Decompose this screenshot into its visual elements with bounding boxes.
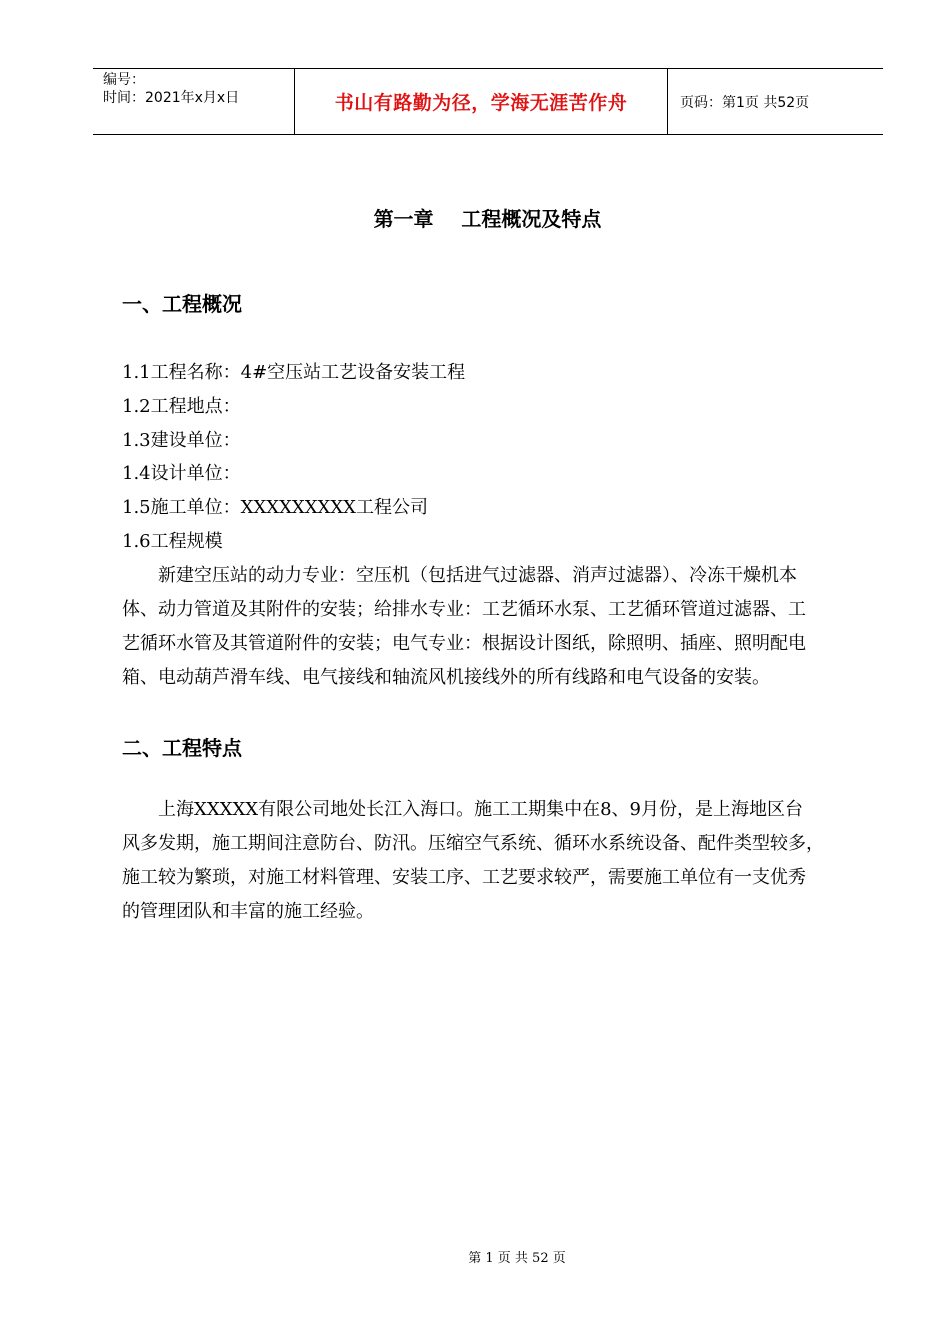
paragraph-line: 风多发期，施工期间注意防台、防汛。压缩空气系统、循环水系统设备、配件类型较多， <box>122 833 824 854</box>
paragraph-line: 艺循环水管及其管道附件的安装；电气专业：根据设计图纸，除照明、插座、照明配电 <box>122 633 806 654</box>
chapter-title: 第一章 工程概况及特点 <box>373 207 602 231</box>
paragraph-line: 箱、电动葫芦滑车线、电气接线和轴流风机接线外的所有线路和电气设备的安装。 <box>122 667 770 688</box>
paragraph-line: 体、动力管道及其附件的安装；给排水专业：工艺循环水泵、工艺循环管道过滤器、工 <box>122 599 806 620</box>
page-footer: 第 1 页 共 52 页 <box>468 1251 566 1266</box>
section-heading-features: 二、工程特点 <box>122 736 242 760</box>
header-meta-cell <box>93 69 295 134</box>
overview-item-location: 1.2工程地点： <box>122 396 241 417</box>
header-motto: 书山有路勤为径，学海无涯苦作舟 <box>295 69 668 134</box>
overview-item-name: 1.1工程名称：4#空压站工艺设备安装工程 <box>122 362 466 383</box>
paragraph-line: 新建空压站的动力专业：空压机（包括进气过滤器、消声过滤器）、冷冻干燥机本 <box>122 565 797 586</box>
header-page-info: 页码：第1页 共52页 <box>680 94 810 111</box>
paragraph-line: 上海XXXXX有限公司地处长江入海口。施工工期集中在8、9月份，是上海地区台 <box>122 799 803 820</box>
overview-item-scale: 1.6工程规模 <box>122 531 223 552</box>
paragraph-line: 施工较为繁琐，对施工材料管理、安装工序、工艺要求较严，需要施工单位有一支优秀 <box>122 867 806 888</box>
overview-item-designer: 1.4设计单位： <box>122 463 241 484</box>
serial-number-label: 编号： <box>103 72 145 88</box>
section-heading-overview: 一、工程概况 <box>122 292 242 316</box>
page-header <box>93 68 883 135</box>
overview-item-contractor: 1.5施工单位：XXXXXXXXX工程公司 <box>122 497 428 518</box>
paragraph-line: 的管理团队和丰富的施工经验。 <box>122 901 374 922</box>
overview-item-client: 1.3建设单位： <box>122 430 241 451</box>
scale-paragraph <box>122 559 857 695</box>
features-paragraph <box>122 793 857 929</box>
time-label: 时间：2021年x月x日 <box>103 90 240 106</box>
